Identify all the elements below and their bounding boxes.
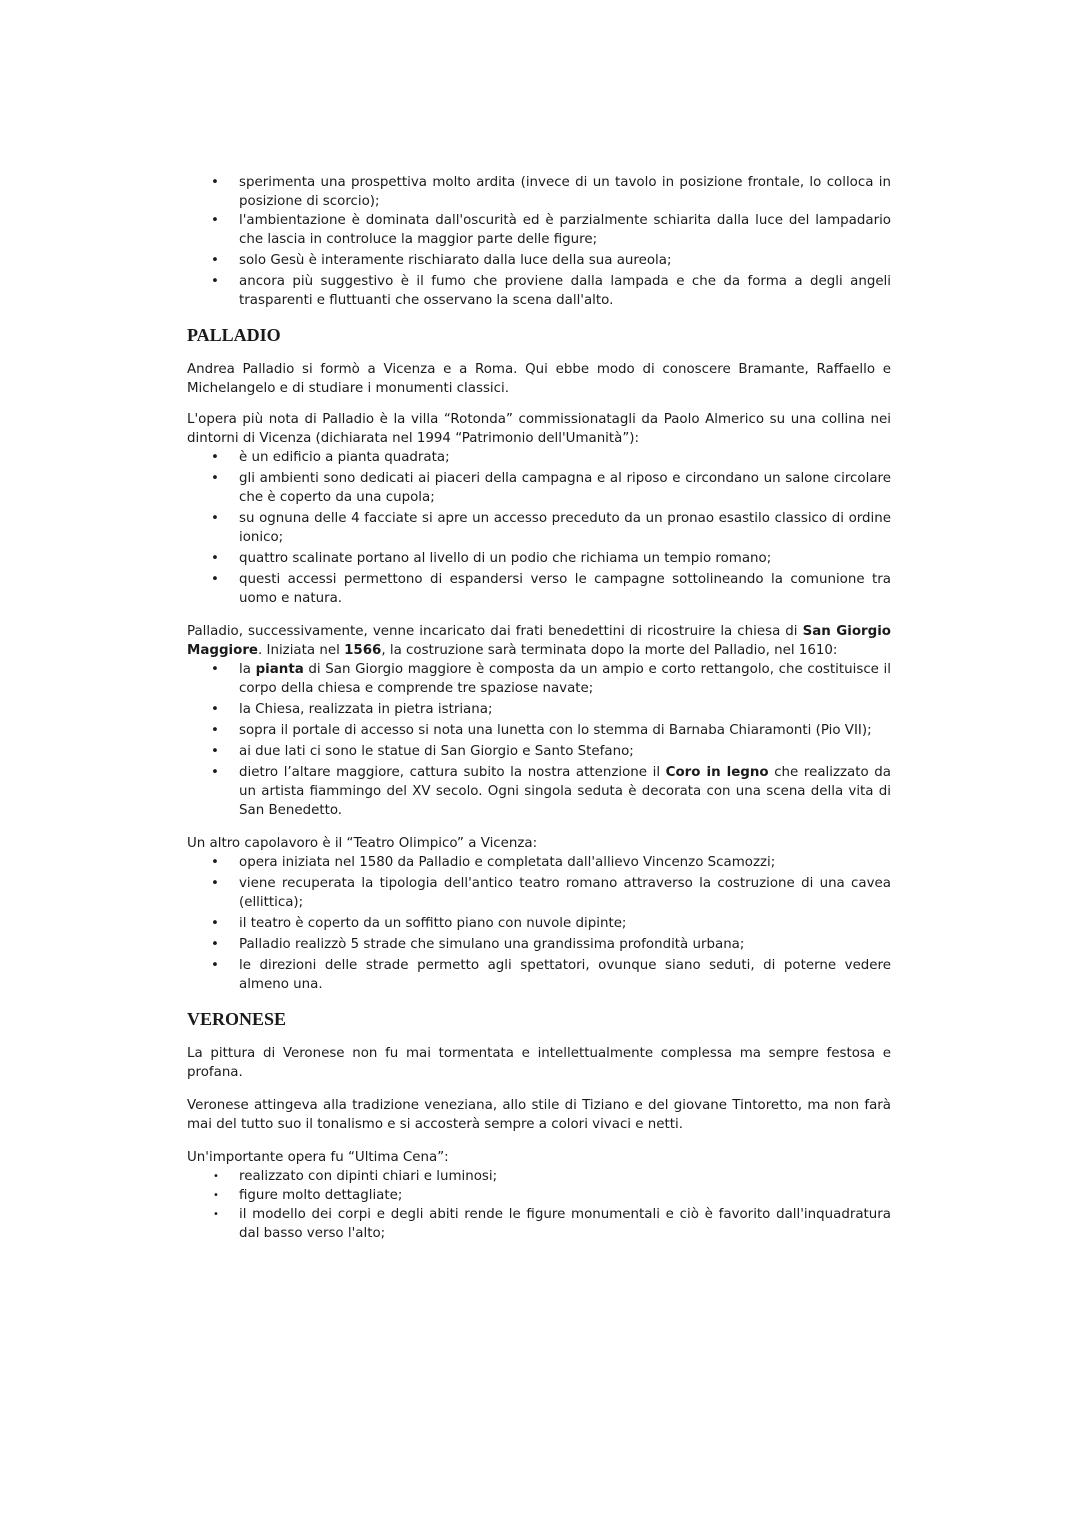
list-item: • l'ambientazione è dominata dall'oscurità ed è parzialmente schiarita dalla luce del lampadario che lascia in controluce la maggior parte delle figure; bbox=[187, 211, 891, 249]
list-item: • realizzato con dipinti chiari e luminosi; bbox=[187, 1167, 891, 1186]
list-item: • su ognuna delle 4 facciate si apre un accesso preceduto da un pronao esastilo classico di ordine ionico; bbox=[187, 509, 891, 547]
san-giorgio-list bbox=[187, 660, 891, 820]
san-giorgio-year: 1566 bbox=[344, 643, 382, 658]
list-item: • ai due lati ci sono le statue di San Giorgio e Santo Stefano; bbox=[187, 742, 891, 761]
list-item: • gli ambienti sono dedicati ai piaceri della campagna e al riposo e circondano un salone circolare che è coperto da una cupola; bbox=[187, 469, 891, 507]
list-item: • Palladio realizzò 5 strade che simulano una grandissima profondità urbana; bbox=[187, 935, 891, 954]
ultima-cena-intro: Un'importante opera fu “Ultima Cena”: bbox=[187, 1150, 449, 1165]
list-item: • sperimenta una prospettiva molto ardita (invece di un tavolo in posizione frontale, lo colloca in posizione di scorcio); bbox=[187, 173, 891, 211]
list-item: • opera iniziata nel 1580 da Palladio e completata dall'allievo Vincenzo Scamozzi; bbox=[187, 853, 891, 872]
list-item: • la Chiesa, realizzata in pietra istriana; bbox=[187, 700, 891, 719]
list-item: • ancora più suggestivo è il fumo che proviene dalla lampada e che da forma a degli angeli trasparenti e fluttuanti che osservano la scena dall'alto. bbox=[187, 272, 891, 310]
list-item: • il teatro è coperto da un soffitto piano con nuvole dipinte; bbox=[187, 914, 891, 933]
list-item: • figure molto dettagliate; bbox=[187, 1186, 891, 1205]
rotonda-list bbox=[187, 448, 891, 608]
intro-list bbox=[187, 173, 891, 310]
list-item: • il modello dei corpi e degli abiti rende le figure monumentali e ciò è favorito dall'inquadratura dal basso verso l'alto; bbox=[187, 1205, 891, 1243]
list-item: • quattro scalinate portano al livello di un podio che richiama un tempio romano; bbox=[187, 549, 891, 568]
list-item: • la pianta di San Giorgio maggiore è composta da un ampio e corto rettangolo, che costituisce il corpo della chiesa e comprende tre spaziose navate; bbox=[187, 660, 891, 698]
list-item: • dietro l’altare maggiore, cattura subito la nostra attenzione il Coro in legno che realizzato da un artista fiammingo del XV secolo. Ogni singola seduta è decorata con una scena della vita di San Benedetto. bbox=[187, 763, 891, 820]
section-heading-veronese: VERONESE bbox=[187, 1009, 287, 1029]
list-item: • questi accessi permettono di espandersi verso le campagne sottolineando la comunione tra uomo e natura. bbox=[187, 570, 891, 608]
san-giorgio-title: San Giorgio Maggiore bbox=[187, 624, 891, 658]
veronese-p2: Veronese attingeva alla tradizione veneziana, allo stile di Tiziano e del giovane Tintoretto, ma non farà mai del tutto suo il tonalismo e si accosterà sempre a colori vivaci e netti. bbox=[187, 1098, 891, 1132]
teatro-intro: Un altro capolavoro è il “Teatro Olimpico” a Vicenza: bbox=[187, 836, 538, 851]
veronese-p1: La pittura di Veronese non fu mai tormentata e intellettualmente complessa ma sempre festosa e profana. bbox=[187, 1046, 891, 1080]
list-item: • solo Gesù è interamente rischiarato dalla luce della sua aureola; bbox=[187, 251, 891, 270]
palladio-intro: Andrea Palladio si formò a Vicenza e a Roma. Qui ebbe modo di conoscere Bramante, Raffaello e Michelangelo e di studiare i monumenti classici. bbox=[187, 362, 891, 396]
ultima-cena-list bbox=[187, 1167, 891, 1243]
teatro-list bbox=[187, 853, 891, 994]
san-giorgio-intro: Palladio, successivamente, venne incaricato dai frati benedettini di ricostruire la chiesa di San Giorgio Maggiore. Iniziata nel 1566, la costruzione sarà terminata dopo la morte del Palladio, nel 1610: bbox=[187, 624, 891, 658]
list-item: • è un edificio a pianta quadrata; bbox=[187, 448, 891, 467]
list-item: • viene recuperata la tipologia dell'antico teatro romano attraverso la costruzione di una cavea (ellittica); bbox=[187, 874, 891, 912]
section-heading-palladio: PALLADIO bbox=[187, 325, 281, 345]
list-item: • le direzioni delle strade permetto agli spettatori, ovunque siano seduti, di poterne vedere almeno una. bbox=[187, 956, 891, 994]
page-content bbox=[187, 173, 891, 1243]
list-item: • sopra il portale di accesso si nota una lunetta con lo stemma di Barnaba Chiaramonti (Pio VII); bbox=[187, 721, 891, 740]
rotonda-intro: L'opera più nota di Palladio è la villa “Rotonda” commissionatagli da Paolo Almerico su una collina nei dintorni di Vicenza (dichiarata nel 1994 “Patrimonio dell'Umanità”): bbox=[187, 412, 891, 446]
